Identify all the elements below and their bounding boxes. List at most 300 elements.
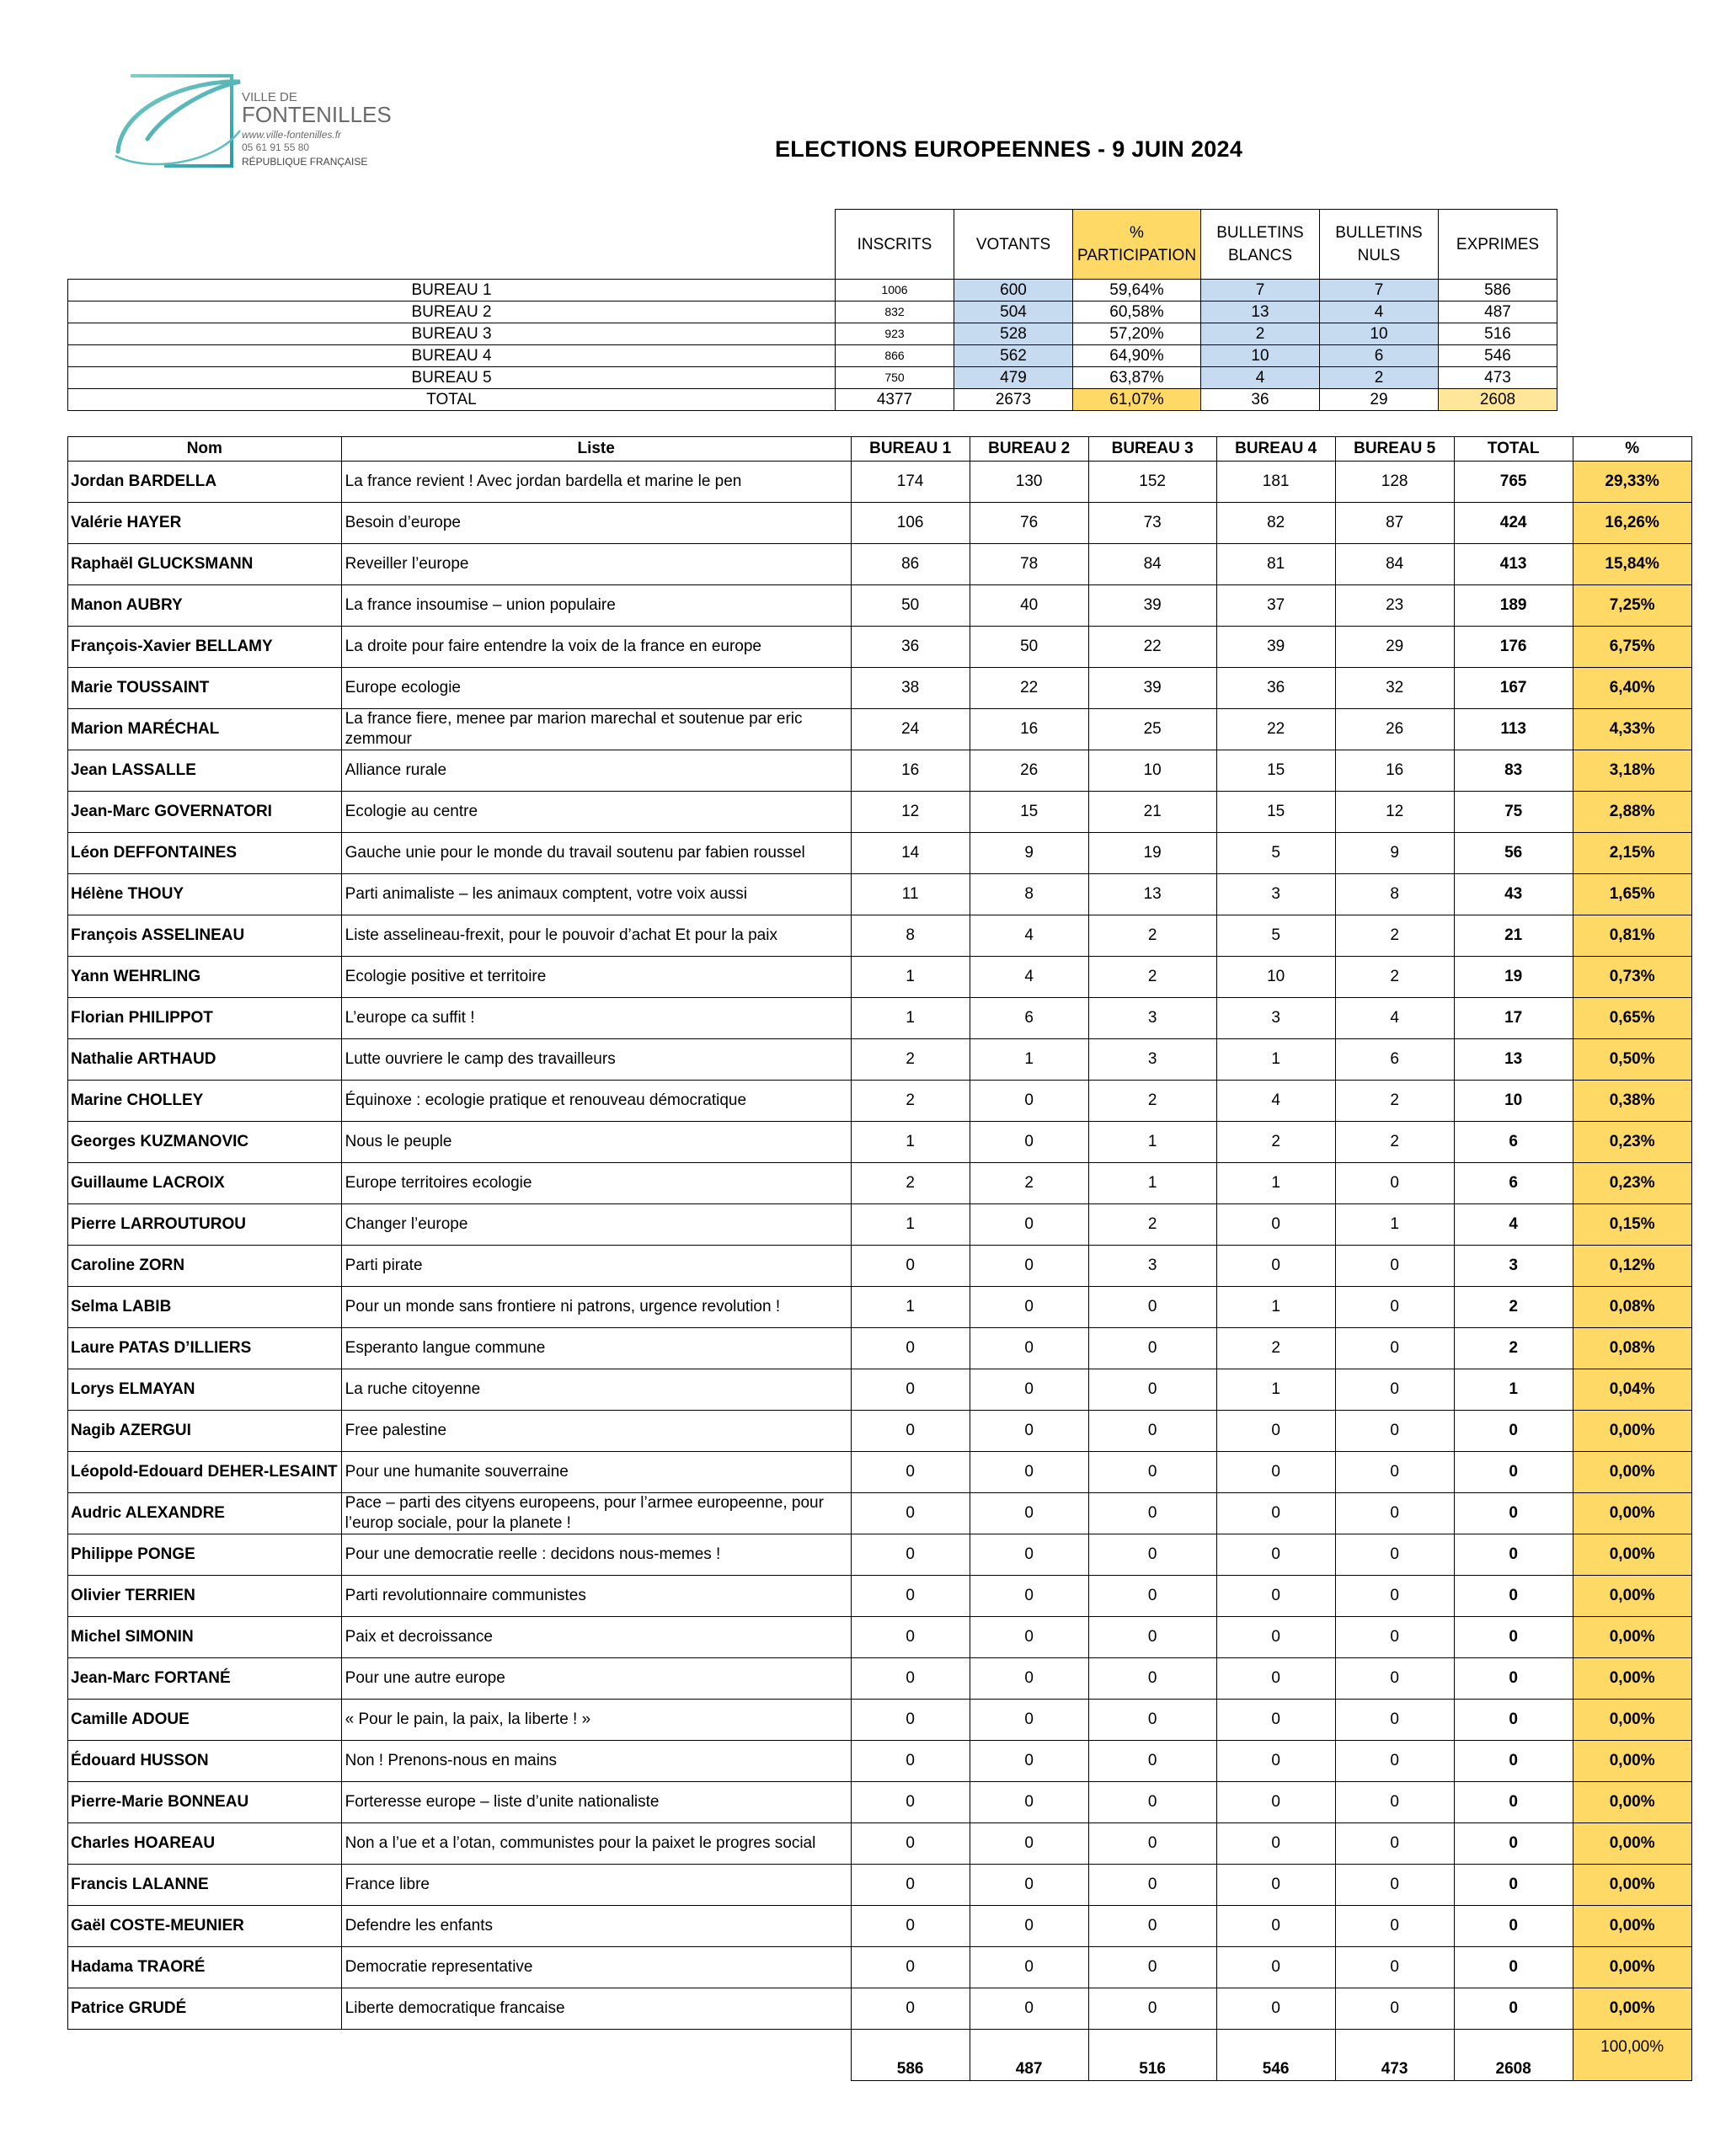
bureau-2-votes: 4 bbox=[970, 915, 1088, 957]
bureau-1-votes: 2 bbox=[851, 1039, 970, 1081]
table-row bbox=[68, 1947, 1692, 1988]
candidate-name: Lorys ELMAYAN bbox=[68, 1369, 342, 1411]
bureau-1-votes: 36 bbox=[851, 627, 970, 668]
bureau-1-votes: 14 bbox=[851, 833, 970, 874]
header-bureau-4: BUREAU 4 bbox=[1216, 437, 1335, 462]
total-votes: 6 bbox=[1454, 1163, 1573, 1204]
table-row bbox=[68, 503, 1692, 544]
bureau-4-votes: 82 bbox=[1216, 503, 1335, 544]
blancs-cell: 2 bbox=[1201, 323, 1320, 345]
bureau-5-votes: 2 bbox=[1335, 1081, 1454, 1122]
bureau-3-votes: 13 bbox=[1088, 874, 1216, 915]
header-bureau-2: BUREAU 2 bbox=[970, 437, 1088, 462]
total-votes: 0 bbox=[1454, 1988, 1573, 2030]
bureau-2-votes: 0 bbox=[970, 1081, 1088, 1122]
results-header-row bbox=[68, 437, 1692, 462]
bureau-3-votes: 0 bbox=[1088, 1328, 1216, 1369]
bureau-4-votes: 0 bbox=[1216, 1906, 1335, 1947]
bureau-5-votes: 26 bbox=[1335, 709, 1454, 750]
bureau-5-votes: 0 bbox=[1335, 1947, 1454, 1988]
votants-cell: 528 bbox=[954, 323, 1073, 345]
bureau-3-votes: 0 bbox=[1088, 1493, 1216, 1534]
bureau-1-total: 586 bbox=[851, 2030, 970, 2081]
bureau-2-votes: 0 bbox=[970, 1700, 1088, 1741]
bureau-3-votes: 25 bbox=[1088, 709, 1216, 750]
list-name: Defendre les enfants bbox=[341, 1906, 851, 1947]
blank-cell bbox=[68, 2030, 342, 2081]
bureau-2-votes: 0 bbox=[970, 1865, 1088, 1906]
percent-votes: 0,08% bbox=[1573, 1287, 1691, 1328]
bureau-4-votes: 0 bbox=[1216, 1204, 1335, 1246]
bureau-4-votes: 3 bbox=[1216, 998, 1335, 1039]
table-row bbox=[68, 1700, 1692, 1741]
header-bureau-1: BUREAU 1 bbox=[851, 437, 970, 462]
header-total: TOTAL bbox=[1454, 437, 1573, 462]
participation-cell: 63,87% bbox=[1073, 367, 1201, 389]
candidate-name: Pierre-Marie BONNEAU bbox=[68, 1782, 342, 1823]
blancs-cell: 10 bbox=[1201, 345, 1320, 367]
bureau-1-votes: 106 bbox=[851, 503, 970, 544]
bureau-1-votes: 38 bbox=[851, 668, 970, 709]
total-votes: 17 bbox=[1454, 998, 1573, 1039]
list-name: Parti pirate bbox=[341, 1246, 851, 1287]
table-row bbox=[68, 998, 1692, 1039]
total-votes: 0 bbox=[1454, 1741, 1573, 1782]
bureau-1-votes: 0 bbox=[851, 1658, 970, 1700]
percent-votes: 0,00% bbox=[1573, 1534, 1691, 1576]
bureau-1-votes: 0 bbox=[851, 1246, 970, 1287]
bureau-3-votes: 0 bbox=[1088, 1782, 1216, 1823]
bureau-2-votes: 0 bbox=[970, 1204, 1088, 1246]
bureau-4-votes: 0 bbox=[1216, 1947, 1335, 1988]
bureau-1-votes: 0 bbox=[851, 1823, 970, 1865]
bureau-4-votes: 15 bbox=[1216, 792, 1335, 833]
table-row bbox=[68, 792, 1692, 833]
total-votes: 765 bbox=[1454, 462, 1573, 503]
bureau-2-votes: 50 bbox=[970, 627, 1088, 668]
table-row bbox=[68, 957, 1692, 998]
exprimes-cell: 473 bbox=[1439, 367, 1557, 389]
table-row bbox=[68, 1246, 1692, 1287]
results-table bbox=[67, 436, 1692, 2081]
bureau-5-votes: 2 bbox=[1335, 1122, 1454, 1163]
bureau-label: BUREAU 5 bbox=[68, 367, 836, 389]
list-name: France libre bbox=[341, 1865, 851, 1906]
bureau-2-votes: 40 bbox=[970, 585, 1088, 627]
bureau-5-votes: 0 bbox=[1335, 1163, 1454, 1204]
bureau-2-votes: 1 bbox=[970, 1039, 1088, 1081]
exprimes-cell: 516 bbox=[1439, 323, 1557, 345]
percent-votes: 0,00% bbox=[1573, 1988, 1691, 2030]
bureau-4-votes: 0 bbox=[1216, 1534, 1335, 1576]
list-name: Nous le peuple bbox=[341, 1122, 851, 1163]
percent-votes: 0,00% bbox=[1573, 1493, 1691, 1534]
candidate-name: Olivier TERRIEN bbox=[68, 1576, 342, 1617]
bureau-4-votes: 3 bbox=[1216, 874, 1335, 915]
list-name: Pour une autre europe bbox=[341, 1658, 851, 1700]
candidate-name: Édouard HUSSON bbox=[68, 1741, 342, 1782]
bureau-5-votes: 32 bbox=[1335, 668, 1454, 709]
summary-row bbox=[68, 323, 1557, 345]
table-row bbox=[68, 915, 1692, 957]
candidate-name: Guillaume LACROIX bbox=[68, 1163, 342, 1204]
total-votes: 0 bbox=[1454, 1782, 1573, 1823]
candidate-name: Yann WEHRLING bbox=[68, 957, 342, 998]
bureau-4-votes: 39 bbox=[1216, 627, 1335, 668]
bureau-1-votes: 0 bbox=[851, 1328, 970, 1369]
bureau-3-votes: 0 bbox=[1088, 1287, 1216, 1328]
total-votes: 0 bbox=[1454, 1658, 1573, 1700]
bureau-label: TOTAL bbox=[68, 389, 836, 411]
bureau-2-votes: 4 bbox=[970, 957, 1088, 998]
table-row bbox=[68, 1081, 1692, 1122]
bureau-3-votes: 2 bbox=[1088, 1204, 1216, 1246]
bureau-5-votes: 4 bbox=[1335, 998, 1454, 1039]
bureau-3-votes: 19 bbox=[1088, 833, 1216, 874]
logo-line-1: VILLE DE bbox=[242, 90, 297, 104]
total-votes: 43 bbox=[1454, 874, 1573, 915]
percent-votes: 2,88% bbox=[1573, 792, 1691, 833]
total-votes: 413 bbox=[1454, 544, 1573, 585]
inscrits-cell: 832 bbox=[836, 302, 954, 323]
total-votes: 19 bbox=[1454, 957, 1573, 998]
city-logo bbox=[114, 72, 392, 173]
bureau-5-votes: 12 bbox=[1335, 792, 1454, 833]
bureau-label: BUREAU 2 bbox=[68, 302, 836, 323]
total-votes: 113 bbox=[1454, 709, 1573, 750]
bureau-3-votes: 0 bbox=[1088, 1658, 1216, 1700]
bureau-2-votes: 0 bbox=[970, 1658, 1088, 1700]
bureau-3-votes: 3 bbox=[1088, 998, 1216, 1039]
total-votes: 75 bbox=[1454, 792, 1573, 833]
nuls-cell: 6 bbox=[1320, 345, 1439, 367]
bureau-4-votes: 1 bbox=[1216, 1369, 1335, 1411]
list-name: Esperanto langue commune bbox=[341, 1328, 851, 1369]
bureau-5-votes: 0 bbox=[1335, 1246, 1454, 1287]
bureau-4-votes: 0 bbox=[1216, 1576, 1335, 1617]
bureau-5-votes: 0 bbox=[1335, 1452, 1454, 1493]
bureau-4-total: 546 bbox=[1216, 2030, 1335, 2081]
list-name: Alliance rurale bbox=[341, 750, 851, 792]
candidate-name: François-Xavier BELLAMY bbox=[68, 627, 342, 668]
candidate-name: Philippe PONGE bbox=[68, 1534, 342, 1576]
results-total-row bbox=[68, 2030, 1692, 2081]
list-name: La droite pour faire entendre la voix de la france en europe bbox=[341, 627, 851, 668]
blank-cell bbox=[341, 2030, 851, 2081]
table-row bbox=[68, 544, 1692, 585]
votants-cell: 2673 bbox=[954, 389, 1073, 411]
bureau-4-votes: 22 bbox=[1216, 709, 1335, 750]
votants-cell: 600 bbox=[954, 280, 1073, 302]
bureau-4-votes: 0 bbox=[1216, 1741, 1335, 1782]
total-votes: 189 bbox=[1454, 585, 1573, 627]
percent-votes: 0,00% bbox=[1573, 1411, 1691, 1452]
bureau-2-votes: 0 bbox=[970, 1246, 1088, 1287]
bureau-5-votes: 0 bbox=[1335, 1617, 1454, 1658]
percent-total: 100,00% bbox=[1573, 2030, 1691, 2081]
candidate-name: Jean LASSALLE bbox=[68, 750, 342, 792]
bureau-1-votes: 2 bbox=[851, 1163, 970, 1204]
bureau-4-votes: 5 bbox=[1216, 833, 1335, 874]
bureau-1-votes: 0 bbox=[851, 1741, 970, 1782]
bureau-2-votes: 0 bbox=[970, 1328, 1088, 1369]
total-votes: 2 bbox=[1454, 1287, 1573, 1328]
candidate-name: Georges KUZMANOVIC bbox=[68, 1122, 342, 1163]
bureau-1-votes: 1 bbox=[851, 1204, 970, 1246]
list-name: Équinoxe : ecologie pratique et renouveau démocratique bbox=[341, 1081, 851, 1122]
bureau-1-votes: 8 bbox=[851, 915, 970, 957]
inscrits-cell: 1006 bbox=[836, 280, 954, 302]
total-votes: 2 bbox=[1454, 1328, 1573, 1369]
bureau-2-votes: 26 bbox=[970, 750, 1088, 792]
bureau-1-votes: 1 bbox=[851, 1122, 970, 1163]
logo-republique: RÉPUBLIQUE FRANÇAISE bbox=[242, 156, 368, 168]
bureau-2-votes: 130 bbox=[970, 462, 1088, 503]
bureau-1-votes: 0 bbox=[851, 1411, 970, 1452]
bureau-3-votes: 0 bbox=[1088, 1988, 1216, 2030]
summary-row bbox=[68, 302, 1557, 323]
header-inscrits: INSCRITS bbox=[836, 210, 954, 280]
percent-votes: 16,26% bbox=[1573, 503, 1691, 544]
bureau-3-votes: 0 bbox=[1088, 1369, 1216, 1411]
bureau-1-votes: 86 bbox=[851, 544, 970, 585]
total-votes: 4 bbox=[1454, 1204, 1573, 1246]
bureau-5-votes: 23 bbox=[1335, 585, 1454, 627]
table-row bbox=[68, 833, 1692, 874]
total-votes: 1 bbox=[1454, 1369, 1573, 1411]
list-name: La france insoumise – union populaire bbox=[341, 585, 851, 627]
bureau-1-votes: 2 bbox=[851, 1081, 970, 1122]
list-name: Pour un monde sans frontiere ni patrons, urgence revolution ! bbox=[341, 1287, 851, 1328]
bureau-2-votes: 6 bbox=[970, 998, 1088, 1039]
header-percent: % bbox=[1573, 437, 1691, 462]
bureau-2-votes: 0 bbox=[970, 1617, 1088, 1658]
bureau-5-votes: 16 bbox=[1335, 750, 1454, 792]
bureau-3-votes: 2 bbox=[1088, 1081, 1216, 1122]
bureau-4-votes: 0 bbox=[1216, 1452, 1335, 1493]
total-votes: 0 bbox=[1454, 1947, 1573, 1988]
percent-votes: 0,00% bbox=[1573, 1576, 1691, 1617]
bureau-1-votes: 11 bbox=[851, 874, 970, 915]
candidate-name: François ASSELINEAU bbox=[68, 915, 342, 957]
bureau-2-votes: 0 bbox=[970, 1287, 1088, 1328]
votants-cell: 479 bbox=[954, 367, 1073, 389]
candidate-name: Nagib AZERGUI bbox=[68, 1411, 342, 1452]
bureau-1-votes: 0 bbox=[851, 1534, 970, 1576]
percent-votes: 0,08% bbox=[1573, 1328, 1691, 1369]
bureau-2-votes: 0 bbox=[970, 1493, 1088, 1534]
bureau-3-votes: 3 bbox=[1088, 1039, 1216, 1081]
candidate-name: Patrice GRUDÉ bbox=[68, 1988, 342, 2030]
percent-votes: 0,50% bbox=[1573, 1039, 1691, 1081]
bureau-3-votes: 0 bbox=[1088, 1947, 1216, 1988]
candidate-name: Francis LALANNE bbox=[68, 1865, 342, 1906]
nuls-cell: 10 bbox=[1320, 323, 1439, 345]
table-row bbox=[68, 1493, 1692, 1534]
bureau-5-votes: 0 bbox=[1335, 1369, 1454, 1411]
page-title: ELECTIONS EUROPEENNES - 9 JUIN 2024 bbox=[775, 136, 1243, 162]
percent-votes: 0,00% bbox=[1573, 1741, 1691, 1782]
candidate-name: Léopold-Edouard DEHER-LESAINT bbox=[68, 1452, 342, 1493]
bureau-2-votes: 0 bbox=[970, 1452, 1088, 1493]
table-row bbox=[68, 627, 1692, 668]
participation-cell: 61,07% bbox=[1073, 389, 1201, 411]
inscrits-cell: 923 bbox=[836, 323, 954, 345]
table-row bbox=[68, 1658, 1692, 1700]
bureau-1-votes: 0 bbox=[851, 1988, 970, 2030]
grand-total: 2608 bbox=[1454, 2030, 1573, 2081]
blancs-cell: 36 bbox=[1201, 389, 1320, 411]
bureau-2-votes: 0 bbox=[970, 1823, 1088, 1865]
header-votants: VOTANTS bbox=[954, 210, 1073, 280]
bureau-2-votes: 76 bbox=[970, 503, 1088, 544]
total-votes: 6 bbox=[1454, 1122, 1573, 1163]
bureau-4-votes: 0 bbox=[1216, 1658, 1335, 1700]
percent-votes: 0,04% bbox=[1573, 1369, 1691, 1411]
bureau-5-votes: 0 bbox=[1335, 1700, 1454, 1741]
bureau-5-votes: 87 bbox=[1335, 503, 1454, 544]
bureau-3-votes: 0 bbox=[1088, 1741, 1216, 1782]
bureau-4-votes: 5 bbox=[1216, 915, 1335, 957]
percent-votes: 29,33% bbox=[1573, 462, 1691, 503]
bureau-3-votes: 39 bbox=[1088, 585, 1216, 627]
bureau-1-votes: 0 bbox=[851, 1906, 970, 1947]
votants-cell: 562 bbox=[954, 345, 1073, 367]
percent-votes: 0,81% bbox=[1573, 915, 1691, 957]
candidate-name: Audric ALEXANDRE bbox=[68, 1493, 342, 1534]
total-votes: 10 bbox=[1454, 1081, 1573, 1122]
bureau-3-votes: 0 bbox=[1088, 1823, 1216, 1865]
inscrits-cell: 4377 bbox=[836, 389, 954, 411]
bureau-4-votes: 1 bbox=[1216, 1163, 1335, 1204]
bureau-4-votes: 2 bbox=[1216, 1122, 1335, 1163]
list-name: Parti revolutionnaire communistes bbox=[341, 1576, 851, 1617]
bureau-5-votes: 2 bbox=[1335, 915, 1454, 957]
list-name: Liste asselineau-frexit, pour le pouvoir d’achat Et pour la paix bbox=[341, 915, 851, 957]
header-exprimes: EXPRIMES bbox=[1439, 210, 1557, 280]
list-name: Gauche unie pour le monde du travail soutenu par fabien roussel bbox=[341, 833, 851, 874]
logo-city-name: FONTENILLES bbox=[242, 102, 392, 127]
bureau-5-votes: 0 bbox=[1335, 1988, 1454, 2030]
bureau-3-votes: 0 bbox=[1088, 1906, 1216, 1947]
summary-row bbox=[68, 367, 1557, 389]
bureau-4-votes: 0 bbox=[1216, 1988, 1335, 2030]
percent-votes: 0,00% bbox=[1573, 1617, 1691, 1658]
bureau-5-votes: 0 bbox=[1335, 1287, 1454, 1328]
candidate-name: Charles HOAREAU bbox=[68, 1823, 342, 1865]
bureau-5-votes: 0 bbox=[1335, 1328, 1454, 1369]
candidate-name: Camille ADOUE bbox=[68, 1700, 342, 1741]
candidate-name: Jean-Marc FORTANÉ bbox=[68, 1658, 342, 1700]
candidate-name: Jean-Marc GOVERNATORI bbox=[68, 792, 342, 833]
table-row bbox=[68, 1617, 1692, 1658]
table-row bbox=[68, 1823, 1692, 1865]
bureau-2-votes: 22 bbox=[970, 668, 1088, 709]
nuls-cell: 7 bbox=[1320, 280, 1439, 302]
list-name: Ecologie au centre bbox=[341, 792, 851, 833]
bureau-4-votes: 0 bbox=[1216, 1246, 1335, 1287]
bureau-1-votes: 0 bbox=[851, 1576, 970, 1617]
bureau-4-votes: 181 bbox=[1216, 462, 1335, 503]
list-name: Parti animaliste – les animaux comptent, votre voix aussi bbox=[341, 874, 851, 915]
bureau-4-votes: 2 bbox=[1216, 1328, 1335, 1369]
bureau-5-votes: 0 bbox=[1335, 1782, 1454, 1823]
participation-cell: 60,58% bbox=[1073, 302, 1201, 323]
percent-votes: 0,00% bbox=[1573, 1865, 1691, 1906]
candidate-name: Caroline ZORN bbox=[68, 1246, 342, 1287]
list-name: La ruche citoyenne bbox=[341, 1369, 851, 1411]
bureau-2-votes: 8 bbox=[970, 874, 1088, 915]
list-name: Changer l’europe bbox=[341, 1204, 851, 1246]
votants-cell: 504 bbox=[954, 302, 1073, 323]
bureau-2-votes: 0 bbox=[970, 1906, 1088, 1947]
participation-table bbox=[67, 209, 1557, 411]
total-votes: 83 bbox=[1454, 750, 1573, 792]
total-votes: 21 bbox=[1454, 915, 1573, 957]
bureau-4-votes: 0 bbox=[1216, 1617, 1335, 1658]
candidate-name: Raphaël GLUCKSMANN bbox=[68, 544, 342, 585]
header-bureau-3: BUREAU 3 bbox=[1088, 437, 1216, 462]
total-votes: 0 bbox=[1454, 1411, 1573, 1452]
percent-votes: 0,00% bbox=[1573, 1452, 1691, 1493]
table-row bbox=[68, 1287, 1692, 1328]
header-bureau-5: BUREAU 5 bbox=[1335, 437, 1454, 462]
candidate-name: Michel SIMONIN bbox=[68, 1617, 342, 1658]
bureau-1-votes: 0 bbox=[851, 1782, 970, 1823]
list-name: L’europe ca suffit ! bbox=[341, 998, 851, 1039]
bureau-1-votes: 0 bbox=[851, 1452, 970, 1493]
total-votes: 167 bbox=[1454, 668, 1573, 709]
bureau-4-votes: 1 bbox=[1216, 1287, 1335, 1328]
bureau-label: BUREAU 4 bbox=[68, 345, 836, 367]
list-name: La france revient ! Avec jordan bardella et marine le pen bbox=[341, 462, 851, 503]
summary-total-row bbox=[68, 389, 1557, 411]
bureau-5-votes: 128 bbox=[1335, 462, 1454, 503]
bureau-3-votes: 0 bbox=[1088, 1617, 1216, 1658]
bureau-4-votes: 0 bbox=[1216, 1493, 1335, 1534]
bureau-3-votes: 3 bbox=[1088, 1246, 1216, 1287]
table-row bbox=[68, 1906, 1692, 1947]
total-votes: 424 bbox=[1454, 503, 1573, 544]
bureau-2-votes: 0 bbox=[970, 1534, 1088, 1576]
candidate-name: Pierre LARROUTUROU bbox=[68, 1204, 342, 1246]
bureau-3-votes: 21 bbox=[1088, 792, 1216, 833]
blancs-cell: 13 bbox=[1201, 302, 1320, 323]
logo-url: www.ville-fontenilles.fr bbox=[242, 129, 342, 141]
bureau-2-votes: 2 bbox=[970, 1163, 1088, 1204]
bureau-4-votes: 15 bbox=[1216, 750, 1335, 792]
percent-votes: 4,33% bbox=[1573, 709, 1691, 750]
bureau-1-votes: 1 bbox=[851, 957, 970, 998]
percent-votes: 0,00% bbox=[1573, 1700, 1691, 1741]
percent-votes: 0,65% bbox=[1573, 998, 1691, 1039]
percent-votes: 0,38% bbox=[1573, 1081, 1691, 1122]
bureau-3-votes: 2 bbox=[1088, 915, 1216, 957]
list-name: Pace – parti des cityens europeens, pour l’armee europeenne, pour l’europ sociale, pour la planete ! bbox=[341, 1493, 851, 1534]
candidate-name: Hadama TRAORÉ bbox=[68, 1947, 342, 1988]
candidate-name: Marion MARÉCHAL bbox=[68, 709, 342, 750]
total-votes: 0 bbox=[1454, 1617, 1573, 1658]
total-votes: 0 bbox=[1454, 1823, 1573, 1865]
bureau-4-votes: 1 bbox=[1216, 1039, 1335, 1081]
bureau-2-votes: 0 bbox=[970, 1782, 1088, 1823]
percent-votes: 3,18% bbox=[1573, 750, 1691, 792]
total-votes: 0 bbox=[1454, 1534, 1573, 1576]
table-row bbox=[68, 1534, 1692, 1576]
percent-votes: 0,73% bbox=[1573, 957, 1691, 998]
total-votes: 0 bbox=[1454, 1493, 1573, 1534]
blancs-cell: 4 bbox=[1201, 367, 1320, 389]
